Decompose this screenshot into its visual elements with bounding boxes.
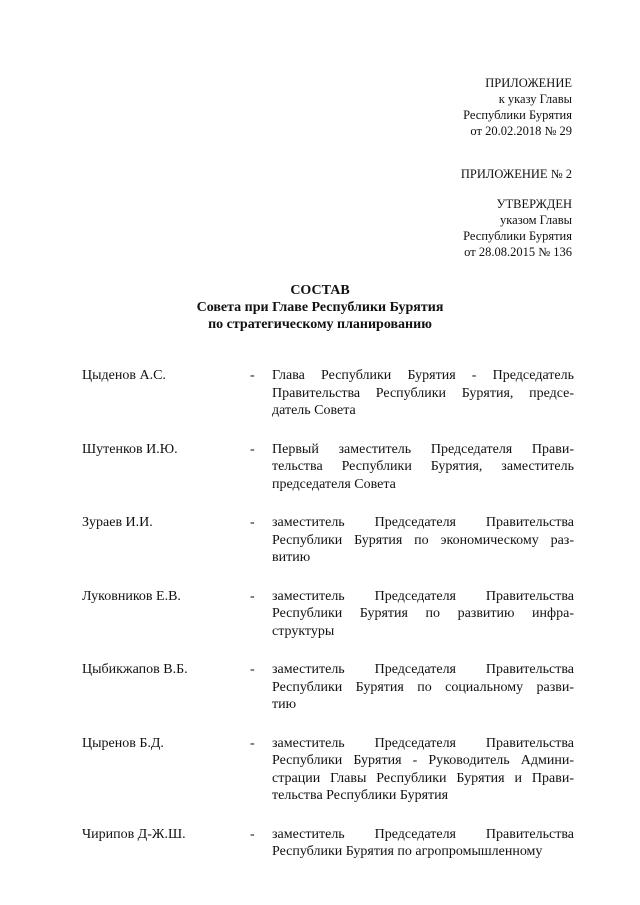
- attachment-label: ПРИЛОЖЕНИЕ: [485, 76, 572, 90]
- member-row: [82, 367, 574, 420]
- member-row: [82, 661, 574, 714]
- approved-label: УТВЕРЖДЕН: [496, 197, 572, 211]
- member-role-line: Правительства Республики Бурятия, предсе-: [272, 385, 574, 401]
- member-role: [272, 661, 574, 714]
- member-role: [272, 514, 574, 567]
- attachment-2-label: ПРИЛОЖЕНИЕ № 2: [460, 167, 572, 181]
- member-name: Зураев И.И.: [82, 515, 153, 530]
- member-dash: -: [250, 735, 255, 751]
- member-role-line: заместитель Председателя Правительства: [272, 662, 574, 677]
- member-name: Цыбикжапов В.Б.: [82, 662, 188, 677]
- member-name: Цыденов А.С.: [82, 368, 166, 383]
- member-role-line: председателя Совета: [272, 476, 396, 492]
- member-row: [82, 588, 574, 641]
- document-title: [0, 282, 640, 333]
- member-name: Чирипов Д-Ж.Ш.: [82, 826, 186, 842]
- approved-date: от 28.08.2015 № 136: [464, 245, 572, 259]
- member-dash: -: [250, 588, 255, 604]
- member-role: [272, 735, 574, 805]
- member-role-line: заместитель Председателя Правительства: [272, 515, 574, 530]
- member-role: [272, 367, 574, 420]
- member-dash: -: [250, 826, 255, 842]
- member-role-line: датель Совета: [272, 403, 356, 418]
- member-role-line: Республики Бурятия - Руководитель Админи-: [272, 753, 574, 768]
- attachment-date: от 20.02.2018 № 29: [470, 124, 572, 138]
- member-role-line: витию: [272, 550, 311, 565]
- member-role: [272, 441, 574, 494]
- member-name: Луковников Е.В.: [82, 588, 181, 604]
- attachment-decree-ref: к указу Главы: [498, 92, 572, 106]
- member-role-line: Республики Бурятия по агропромышленному: [272, 844, 543, 859]
- attachment-header: [463, 75, 572, 139]
- member-name: Цыренов Б.Д.: [82, 735, 164, 751]
- member-role: [272, 826, 574, 861]
- member-dash: -: [250, 515, 255, 530]
- member-dash: -: [250, 441, 255, 457]
- member-name: Шутенков И.Ю.: [82, 441, 178, 457]
- attachment-2-header: [461, 166, 572, 182]
- approved-header: [463, 196, 572, 260]
- member-role-line: структуры: [272, 623, 335, 639]
- member-row: [82, 441, 574, 494]
- members-list: [82, 367, 574, 882]
- member-role-line: Республики Бурятия по экономическому раз-: [272, 532, 574, 548]
- member-role-line: Первый заместитель Председателя Прави-: [272, 441, 574, 457]
- attachment-republic: Республики Бурятия: [463, 108, 572, 122]
- member-role-line: страции Главы Республики Бурятия и Прави-: [272, 770, 574, 786]
- approved-decree-ref: указом Главы: [500, 213, 572, 227]
- member-role-line: тельства Республики Бурятия, заместитель: [272, 459, 574, 474]
- member-role-line: тельства Республики Бурятия: [272, 788, 449, 803]
- title-line-1: СОСТАВ: [290, 283, 350, 298]
- member-role-line: Глава Республики Бурятия - Председатель: [272, 368, 574, 383]
- member-role-line: заместитель Председателя Правительства: [272, 588, 574, 604]
- member-role-line: тию: [272, 697, 297, 712]
- member-dash: -: [250, 368, 255, 383]
- member-row: [82, 514, 574, 567]
- member-role: [272, 588, 574, 641]
- title-line-3: по стратегическому планированию: [208, 317, 432, 332]
- member-row: [82, 735, 574, 805]
- approved-republic: Республики Бурятия: [463, 229, 572, 243]
- member-dash: -: [250, 662, 255, 677]
- member-row: [82, 826, 574, 861]
- member-role-line: заместитель Председателя Правительства: [272, 735, 574, 751]
- member-role-line: Республики Бурятия по социальному разви-: [272, 679, 574, 695]
- member-role-line: заместитель Председателя Правительства: [272, 826, 574, 842]
- member-role-line: Республики Бурятия по развитию инфра-: [272, 606, 574, 621]
- title-line-2: Совета при Главе Республики Бурятия: [196, 300, 444, 315]
